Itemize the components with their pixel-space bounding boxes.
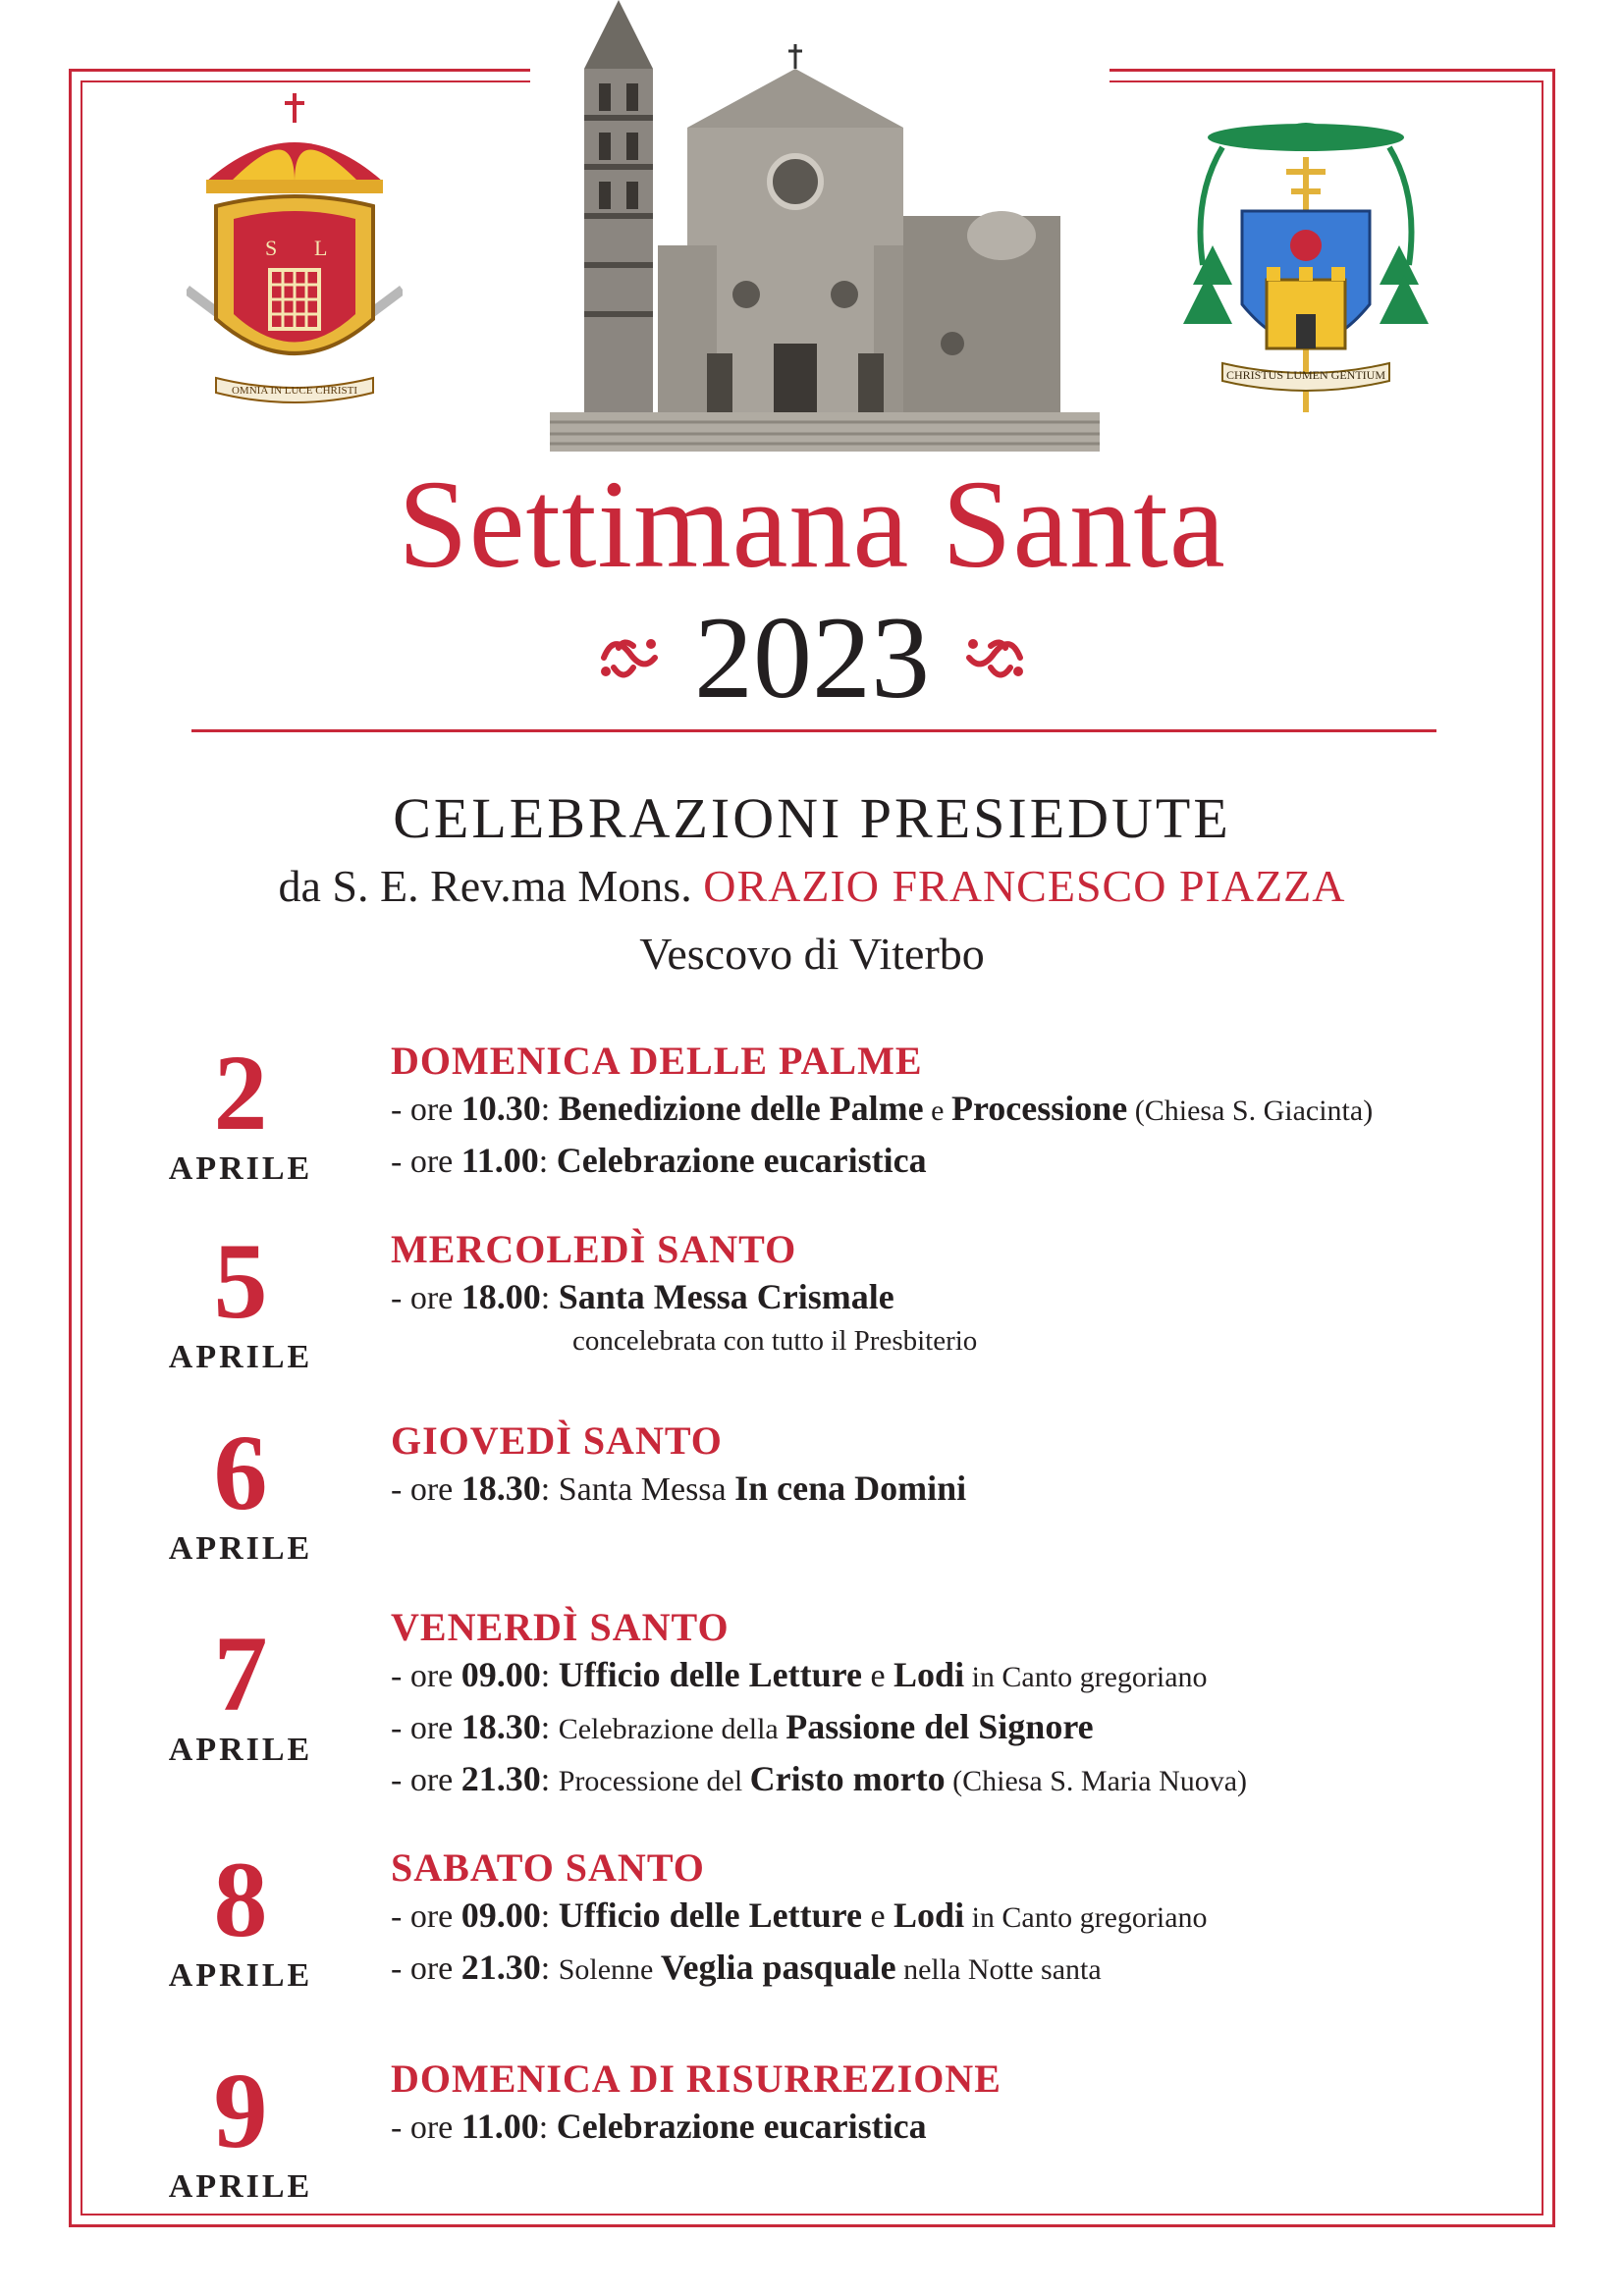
event-description-part: Lodi [893, 1655, 965, 1694]
event-month: APRILE [168, 1732, 313, 1768]
event-details [391, 1605, 1526, 1806]
event-description-part: Veglia pasquale [660, 1948, 896, 1987]
event-month: APRILE [168, 1530, 313, 1567]
event-time: 18.30 [460, 1707, 541, 1746]
event-description-part: e [861, 1898, 894, 1935]
event-description-part: Celebrazione eucaristica [556, 2107, 927, 2146]
event-month: APRILE [168, 1339, 313, 1375]
time-prefix: - ore [391, 1950, 461, 1987]
presider-line [0, 860, 1624, 912]
event-details [391, 1418, 1526, 1515]
event-time: 21.30 [460, 1759, 541, 1798]
event-details [391, 1227, 1526, 1359]
event-day-number: 9 [213, 2051, 268, 2170]
event-note: concelebrata con tutto il Presbiterio [572, 1325, 978, 1357]
event-time: 09.00 [460, 1896, 541, 1935]
divider [191, 729, 1436, 732]
event-schedule-line [391, 2102, 1526, 2153]
right-flourish-icon [959, 628, 1030, 687]
event-description-part: (Chiesa S. Giacinta) [1127, 1095, 1374, 1127]
bishop-coat-of-arms [1183, 118, 1429, 442]
event-description-part: Santa Messa Crismale [558, 1277, 894, 1316]
event-description-part: e [861, 1658, 894, 1694]
event-description-part: Cristo morto [749, 1759, 946, 1798]
time-prefix: - ore [391, 1710, 461, 1746]
time-prefix: - ore [391, 2109, 461, 2146]
event-date [157, 1221, 324, 1376]
event-description-part: e [923, 1095, 951, 1127]
event-description-part: Ufficio delle Letture [558, 1896, 862, 1935]
event-day-number: 6 [213, 1413, 268, 1532]
left-crest-motto: OMNIA IN LUCE CHRISTI [231, 385, 358, 397]
event-schedule-line [391, 1084, 1526, 1136]
event-schedule-line [391, 1272, 1526, 1323]
event-title: VENERDÌ SANTO [391, 1605, 730, 1649]
event-month: APRILE [168, 2168, 313, 2205]
presider-prefix: da S. E. Rev.ma Mons. [278, 861, 692, 911]
time-separator: : [540, 1471, 559, 1508]
page-title: Settimana Santa [398, 454, 1226, 594]
event-description-part: Santa Messa [558, 1471, 735, 1508]
year-row [0, 592, 1624, 722]
event-day-number: 5 [213, 1221, 268, 1341]
event-title: MERCOLEDÌ SANTO [391, 1227, 797, 1271]
event-schedule-line [391, 1754, 1526, 1806]
event-description-part: (Chiesa S. Maria Nuova) [945, 1765, 1248, 1797]
right-crest-motto: CHRISTUS LUMEN GENTIUM [1226, 368, 1385, 382]
time-prefix: - ore [391, 1658, 461, 1694]
event-date [157, 1840, 324, 1995]
time-prefix: - ore [391, 1144, 461, 1180]
event-schedule-line [391, 1464, 1526, 1515]
event-schedule-line [391, 1136, 1526, 1187]
event-title: GIOVEDÌ SANTO [391, 1418, 723, 1463]
event-day-number: 7 [213, 1614, 268, 1734]
event-title: SABATO SANTO [391, 1845, 705, 1890]
event-description-part: Celebrazione eucaristica [556, 1141, 927, 1180]
event-schedule-line [391, 1650, 1526, 1702]
event-date [157, 1614, 324, 1769]
event-schedule-line [391, 1891, 1526, 1943]
event-time: 18.00 [460, 1277, 541, 1316]
event-description-part: Processione [950, 1089, 1128, 1128]
time-prefix: - ore [391, 1898, 461, 1935]
chapter-coat-of-arms [187, 93, 403, 417]
event-day-number: 2 [213, 1033, 268, 1152]
event-schedule-line [391, 1702, 1526, 1754]
time-separator: : [540, 1658, 559, 1694]
event-details [391, 1845, 1526, 1995]
event-month: APRILE [168, 1150, 313, 1187]
left-flourish-icon [594, 628, 665, 687]
time-separator: : [540, 1898, 559, 1935]
event-description-part: Lodi [893, 1896, 965, 1935]
event-description-part: Celebrazione della [558, 1713, 786, 1745]
event-time: 21.30 [460, 1948, 541, 1987]
event-schedule-line [391, 1943, 1526, 1995]
time-separator: : [538, 1144, 557, 1180]
time-prefix: - ore [391, 1762, 461, 1798]
event-time: 09.00 [460, 1655, 541, 1694]
event-description-part: Benedizione delle Palme [558, 1089, 924, 1128]
year: 2023 [694, 592, 930, 722]
event-date [157, 1033, 324, 1188]
event-description-part: in Canto gregoriano [964, 1661, 1208, 1693]
time-prefix: - ore [391, 1471, 461, 1508]
event-description-part: Ufficio delle Letture [558, 1655, 862, 1694]
event-day-number: 8 [213, 1840, 268, 1959]
celebrations-heading: CELEBRAZIONI PRESIEDUTE [393, 786, 1231, 850]
crest-initial-s: S [265, 236, 278, 260]
event-details [391, 1039, 1526, 1187]
crest-initial-l: L [314, 236, 328, 260]
event-time: 18.30 [460, 1468, 541, 1508]
event-description-part: nella Notte santa [895, 1953, 1102, 1986]
time-separator: : [540, 1280, 559, 1316]
time-separator: : [538, 2109, 557, 2146]
cathedral-illustration [550, 0, 1100, 452]
event-description-part: Processione del [558, 1765, 750, 1797]
time-separator: : [540, 1710, 559, 1746]
time-prefix: - ore [391, 1280, 461, 1316]
event-title: DOMENICA DELLE PALME [391, 1039, 923, 1083]
time-separator: : [540, 1950, 559, 1987]
event-month: APRILE [168, 1957, 313, 1994]
event-description-part: In cena Domini [734, 1468, 967, 1508]
event-date [157, 2051, 324, 2206]
event-time: 10.30 [460, 1089, 541, 1128]
event-description-part: Passione del Signore [785, 1707, 1094, 1746]
event-details [391, 2056, 1526, 2153]
bishop-name: ORAZIO FRANCESCO PIAZZA [703, 861, 1346, 911]
event-description-part: Solenne [558, 1953, 661, 1986]
time-separator: : [540, 1762, 559, 1798]
event-date [157, 1413, 324, 1568]
event-title: DOMENICA DI RISURREZIONE [391, 2056, 1001, 2101]
time-prefix: - ore [391, 1092, 461, 1128]
bishop-role: Vescovo di Viterbo [639, 929, 985, 979]
event-time: 11.00 [460, 1141, 539, 1180]
event-description-part: in Canto gregoriano [964, 1901, 1208, 1934]
time-separator: : [540, 1092, 559, 1128]
event-time: 11.00 [460, 2107, 539, 2146]
